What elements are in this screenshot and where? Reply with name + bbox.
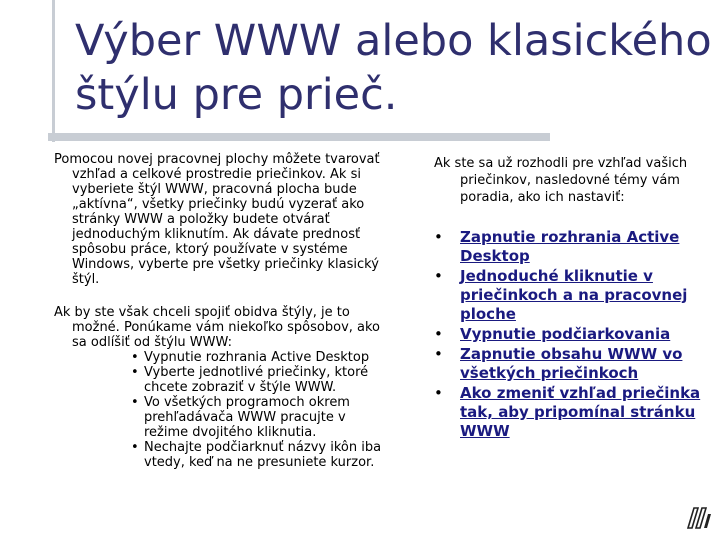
list-item [124, 365, 384, 395]
slide-title: Výber WWW alebo klasického štýlu pre prieč. [75, 16, 712, 120]
link-active-desktop-on[interactable]: Zapnutie rozhrania Active Desktop [460, 228, 680, 265]
bullet-icon: • [434, 345, 443, 363]
decorative-vertical-bar [52, 0, 55, 142]
link-single-click[interactable]: Jednoduché kliknutie v priečinkoch a na pracovnej ploche [460, 267, 688, 323]
topics-link-list [434, 228, 709, 441]
presentation-logo-icon [684, 502, 714, 532]
topics-intro: Ak ste sa už rozhodli pre vzhľad vašich priečinkov, nasledovné témy vám poradia, ako ich nastaviť: [434, 156, 688, 205]
bullet-icon: • [131, 440, 139, 455]
list-item [434, 228, 709, 266]
right-column [434, 155, 709, 442]
bullet-icon: • [434, 228, 443, 246]
bullet-icon: • [131, 365, 139, 380]
combine-paragraph: Ak by ste však chceli spojiť obidva štýly, je to možné. Ponúkame vám niekoľko spôsobov, ako sa odlíšiť od štýlu WWW: [54, 305, 381, 350]
bullet-icon: • [434, 325, 443, 343]
list-item-text: Vo všetkých programoch okrem prehľadávača WWW pracujte v režime dvojitého kliknutia. [144, 395, 350, 440]
bullet-icon: • [434, 267, 443, 285]
list-item-text: Vypnutie rozhrania Active Desktop [144, 350, 370, 365]
left-column [54, 152, 384, 470]
bullet-icon: • [434, 384, 443, 402]
link-web-content-on[interactable]: Zapnutie obsahu WWW vo všetkých priečinkoch [460, 345, 683, 382]
list-item [434, 325, 709, 344]
list-item [434, 345, 709, 383]
link-underline-off[interactable]: Vypnutie podčiarkovania [460, 325, 671, 343]
list-item [434, 267, 709, 324]
options-list [54, 350, 384, 470]
list-item-text: Vyberte jednotlivé priečinky, ktoré chcete zobraziť v štýle WWW. [144, 365, 369, 395]
link-folder-look[interactable]: Ako zmeniť vzhľad priečinka tak, aby pripomínal stránku WWW [460, 384, 701, 440]
list-item [434, 384, 709, 441]
title-underline-bar [48, 133, 550, 141]
list-item-text: Nechajte podčiarknuť názvy ikôn iba vtedy, keď na ne presuniete kurzor. [144, 440, 382, 470]
bullet-icon: • [131, 350, 139, 365]
bullet-icon: • [131, 395, 139, 410]
list-item [124, 350, 384, 365]
intro-paragraph: Pomocou novej pracovnej plochy môžete tvarovať vzhľad a celkové prostredie priečinkov. Ak si vyberiete štýl WWW, pracovná plocha bude „aktívna“, všetky priečinky budú vyzerať ako stránky WWW a položky budete otvárať jednoduchým kliknutím. Ak dávate prednosť spôsobu práce, ktorý používate v systéme Windows, vyberte pre všetky priečinky klasický štýl. [54, 152, 380, 287]
list-item [124, 395, 384, 440]
list-item [124, 440, 384, 470]
